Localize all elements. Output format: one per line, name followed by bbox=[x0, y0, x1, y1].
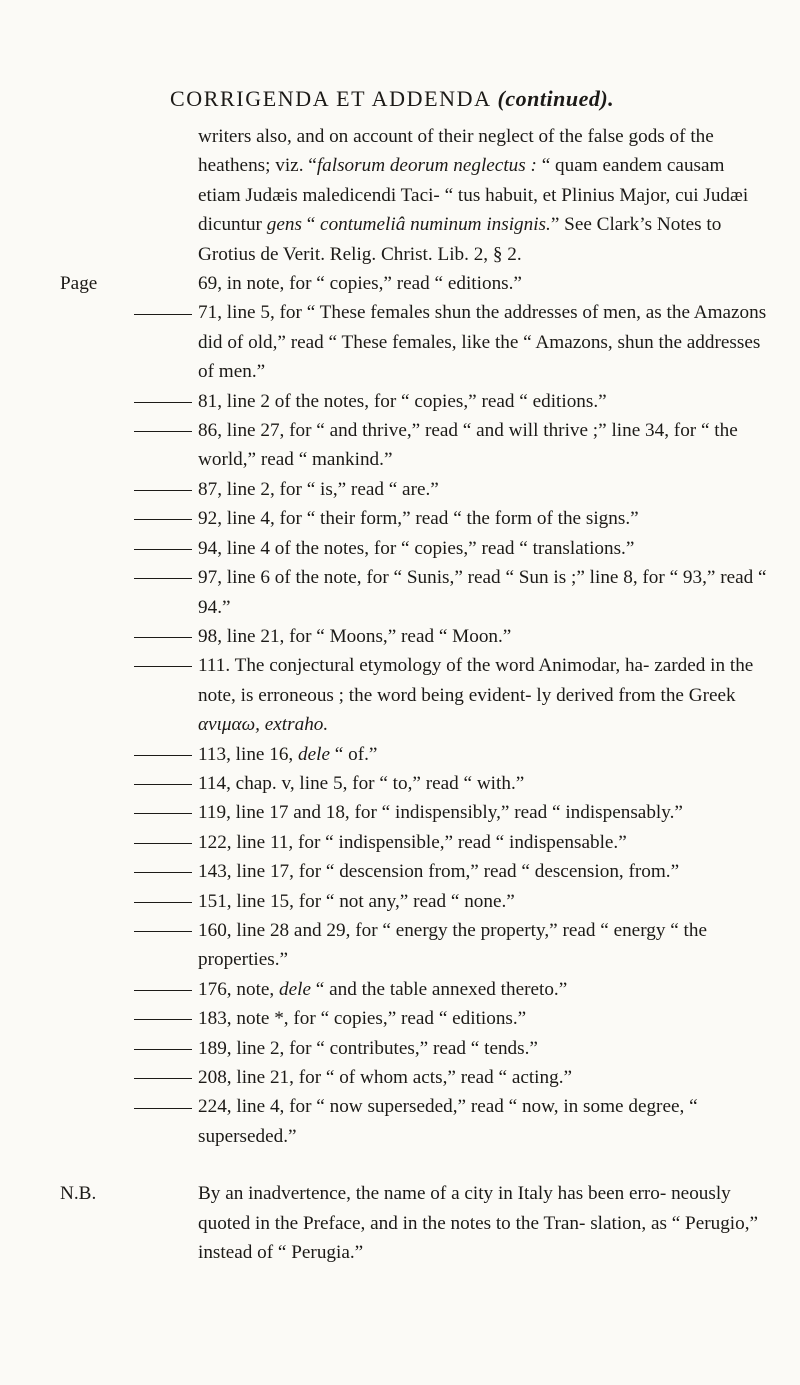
entry-page-number: 81, bbox=[198, 390, 227, 412]
ditto-dash bbox=[134, 843, 192, 844]
entry-page-number: 111. bbox=[198, 655, 235, 677]
entry-page-ref bbox=[60, 798, 198, 827]
entry-page-ref bbox=[60, 769, 198, 798]
entry-page-ref bbox=[60, 1034, 198, 1063]
page-heading bbox=[170, 86, 614, 112]
corrigendum-entry bbox=[60, 534, 770, 563]
entry-page-number: 122, bbox=[198, 831, 237, 853]
ditto-dash bbox=[134, 402, 192, 403]
entry-page-ref bbox=[60, 416, 198, 445]
nota-bene-label: N.B. bbox=[60, 1183, 97, 1205]
entry-page-ref bbox=[60, 1004, 198, 1033]
corrigendum-entry bbox=[60, 798, 770, 827]
ditto-dash bbox=[134, 431, 192, 432]
corrigendum-entry bbox=[60, 387, 770, 416]
entry-page-ref bbox=[60, 563, 198, 592]
entry-page-number: 94, bbox=[198, 537, 227, 559]
intro-segment: writers also, and on account of their neglect of the false bbox=[198, 126, 629, 147]
ditto-dash bbox=[134, 1049, 192, 1050]
entry-page-number: 71, bbox=[198, 302, 227, 324]
intro-segment: gods of the heathens; viz. “ bbox=[198, 126, 714, 177]
ditto-dash bbox=[134, 666, 192, 667]
ditto-dash bbox=[134, 784, 192, 785]
heading-title: CORRIGENDA ET ADDENDA bbox=[170, 86, 491, 111]
entry-page-number: 160, bbox=[198, 919, 237, 941]
entries.10.parts-segment: line 16, bbox=[235, 743, 299, 765]
entries.11.parts-segment: chap. v, line 5, for “ to,” read “ with.” bbox=[235, 772, 525, 794]
entry-page-number: 119, bbox=[198, 802, 236, 824]
intro-segment: “ bbox=[301, 214, 321, 236]
entries.17.parts-segment: note, bbox=[236, 978, 280, 1000]
entry-page-ref bbox=[60, 857, 198, 886]
ditto-dash bbox=[134, 813, 192, 814]
corrigendum-entry bbox=[60, 1063, 770, 1092]
corrigendum-entry bbox=[60, 828, 770, 857]
corrigendum-entry bbox=[60, 1004, 770, 1033]
entries.8.parts-segment: line 21, for “ Moons,” read “ Moon.” bbox=[226, 625, 512, 647]
entry-page-ref bbox=[60, 975, 198, 1004]
corrigendum-entry bbox=[60, 298, 770, 386]
corrigendum-entry bbox=[60, 1092, 770, 1151]
entry-page-ref bbox=[60, 887, 198, 916]
ditto-dash bbox=[134, 637, 192, 638]
entries.7.parts-segment: line 6 of the note, for “ Sunis,” read “ Sun is ;” line 8, for “ 93,” read “ 94.” bbox=[198, 567, 767, 618]
corrigendum-entry bbox=[60, 504, 770, 533]
entry-page-ref bbox=[60, 269, 97, 298]
entry-page-ref bbox=[60, 740, 198, 769]
ditto-dash bbox=[134, 990, 192, 991]
intro-segment: “ quam eandem causam etiam Judæis maledicendi Taci- “ tus habuit, et Plinius Major, cui Judæi dicuntur bbox=[198, 155, 749, 236]
intro-segment: ” See Clark’s Notes to Grotius de Verit. Relig. Christ. Lib. 2, § 2. bbox=[198, 214, 722, 265]
entries.10.parts-segment: dele bbox=[298, 743, 330, 765]
entries.18.parts-segment: note *, for “ copies,” read “ editions.” bbox=[236, 1008, 527, 1030]
entries.1.parts-segment: line 5, for “ These females shun the addresses of men, as the Amazons did of old,” read “ These females, like the “ Amazons, shun the addresses of men.” bbox=[198, 302, 767, 383]
page-label: Page bbox=[60, 273, 98, 295]
entry-page-number: 176, bbox=[198, 978, 237, 1000]
entries.19.parts-segment: line 2, for “ contributes,” read “ tends.” bbox=[236, 1037, 538, 1059]
ditto-dash bbox=[134, 549, 192, 550]
entry-page-number: 114, bbox=[198, 772, 236, 794]
intro-segment: gens bbox=[266, 214, 302, 236]
entry-page-number: 224, bbox=[198, 1096, 237, 1118]
entry-page-number: 208, bbox=[198, 1067, 237, 1088]
corrigendum-entry bbox=[60, 563, 770, 622]
entries.17.parts-segment: “ and the table annexed thereto.” bbox=[310, 978, 568, 1000]
heading-continued: (continued). bbox=[497, 86, 615, 111]
corrigendum-entry bbox=[60, 916, 770, 975]
corrigendum-entry bbox=[60, 975, 770, 1004]
corrigendum-entry bbox=[60, 887, 770, 916]
entries.9.parts-segment: extraho. bbox=[264, 714, 329, 736]
entries.21.parts-segment: line 4, for “ now superseded,” read “ now, in some degree, “ superseded.” bbox=[198, 1096, 698, 1147]
entry-page-number: 189, bbox=[198, 1037, 237, 1059]
entry-page-number: 98, bbox=[198, 625, 227, 647]
entry-page-number: 143, bbox=[198, 861, 237, 883]
entries.10.parts-segment: “ of.” bbox=[330, 743, 378, 765]
corrigendum-entry bbox=[60, 622, 770, 651]
corrigendum-entry bbox=[60, 1034, 770, 1063]
entry-page-number: 86, bbox=[198, 420, 227, 442]
intro-segment: contumeliâ numinum insignis. bbox=[320, 214, 551, 236]
entries.9.parts-segment: The conjectural etymology of the word Animodar, ha- zarded in the note, is erroneous ; the word being evident- ly derived from the Greek bbox=[198, 655, 754, 706]
entries.17.parts-segment: dele bbox=[279, 978, 311, 1000]
entry-page-ref bbox=[60, 1063, 198, 1092]
entries.3.parts-segment: line 27, for “ and thrive,” read “ and will thrive ;” line 34, for “ the world,” read “ mankind.” bbox=[198, 420, 738, 471]
entry-page-ref bbox=[60, 387, 198, 416]
entry-page-number: 183, bbox=[198, 1008, 237, 1030]
corrigenda-body bbox=[60, 122, 770, 1267]
entries.14.parts-segment: line 17, for “ descension from,” read “ descension, from.” bbox=[236, 861, 680, 883]
corrigendum-entry bbox=[60, 651, 770, 739]
corrigendum-entry bbox=[60, 416, 770, 475]
entries.0.parts-segment: in note, for “ copies,” read “ editions.” bbox=[226, 273, 522, 295]
entries.20.parts-segment: line 21, for “ of whom acts,” read “ acting.” bbox=[236, 1067, 573, 1088]
entry-page-number: 113, bbox=[198, 743, 236, 765]
entry-page-ref bbox=[60, 651, 198, 680]
entries.5.parts-segment: line 4, for “ their form,” read “ the form of the signs.” bbox=[226, 508, 639, 530]
ditto-dash bbox=[134, 1019, 192, 1020]
corrigendum-entry bbox=[60, 269, 770, 298]
ditto-dash bbox=[134, 1078, 192, 1079]
entry-page-number: 87, bbox=[198, 478, 227, 500]
corrigendum-entry bbox=[60, 740, 770, 769]
corrigendum-entry bbox=[60, 769, 770, 798]
ditto-dash bbox=[134, 872, 192, 873]
entries.4.parts-segment: line 2, for “ is,” read “ are.” bbox=[226, 478, 439, 500]
entries.13.parts-segment: line 11, for “ indispensible,” read “ indispensable.” bbox=[236, 831, 627, 853]
intro-segment: falsorum deorum neglectus : bbox=[316, 155, 537, 177]
entry-page-ref bbox=[60, 916, 198, 945]
ditto-dash bbox=[134, 519, 192, 520]
ditto-dash bbox=[134, 314, 192, 315]
ditto-dash bbox=[134, 755, 192, 756]
entry-page-number: 97, bbox=[198, 567, 227, 589]
entries.16.parts-segment: line 28 and 29, for “ energy the property,” read “ energy “ the properties.” bbox=[198, 919, 707, 971]
entry-page-ref bbox=[60, 1092, 198, 1121]
entry-page-number: 92, bbox=[198, 508, 227, 530]
ditto-dash bbox=[134, 1108, 192, 1109]
corrigendum-entry bbox=[60, 857, 770, 886]
entry-page-ref bbox=[60, 534, 198, 563]
ditto-dash bbox=[134, 902, 192, 903]
nota-bene-text: By an inadvertence, the name of a city in Italy has been erro- neously quoted in the Preface, and in the notes to the Tran- slation, as “ Perugio,” instead of “ Perugia.” bbox=[198, 1183, 759, 1264]
entries.9.parts-segment: ανιμαω, bbox=[198, 714, 260, 736]
nota-bene bbox=[60, 1179, 770, 1267]
entry-page-ref bbox=[60, 475, 198, 504]
entry-page-number: 69, bbox=[198, 273, 227, 295]
entry-page-ref bbox=[60, 622, 198, 651]
entries.12.parts-segment: line 17 and 18, for “ indispensibly,” read “ indispensably.” bbox=[235, 802, 683, 824]
intro-paragraph bbox=[60, 122, 770, 269]
entry-page-number: 151, bbox=[198, 890, 237, 912]
entry-page-ref bbox=[60, 504, 198, 533]
entries.15.parts-segment: line 15, for “ not any,” read “ none.” bbox=[236, 890, 515, 912]
ditto-dash bbox=[134, 931, 192, 932]
entry-page-ref bbox=[60, 828, 198, 857]
entry-page-ref bbox=[60, 298, 198, 327]
ditto-dash bbox=[134, 490, 192, 491]
corrigenda-list bbox=[60, 269, 770, 1151]
ditto-dash bbox=[134, 578, 192, 579]
entries.2.parts-segment: line 2 of the notes, for “ copies,” read “ editions.” bbox=[226, 390, 607, 412]
entries.6.parts-segment: line 4 of the notes, for “ copies,” read “ translations.” bbox=[226, 537, 635, 559]
corrigendum-entry bbox=[60, 475, 770, 504]
